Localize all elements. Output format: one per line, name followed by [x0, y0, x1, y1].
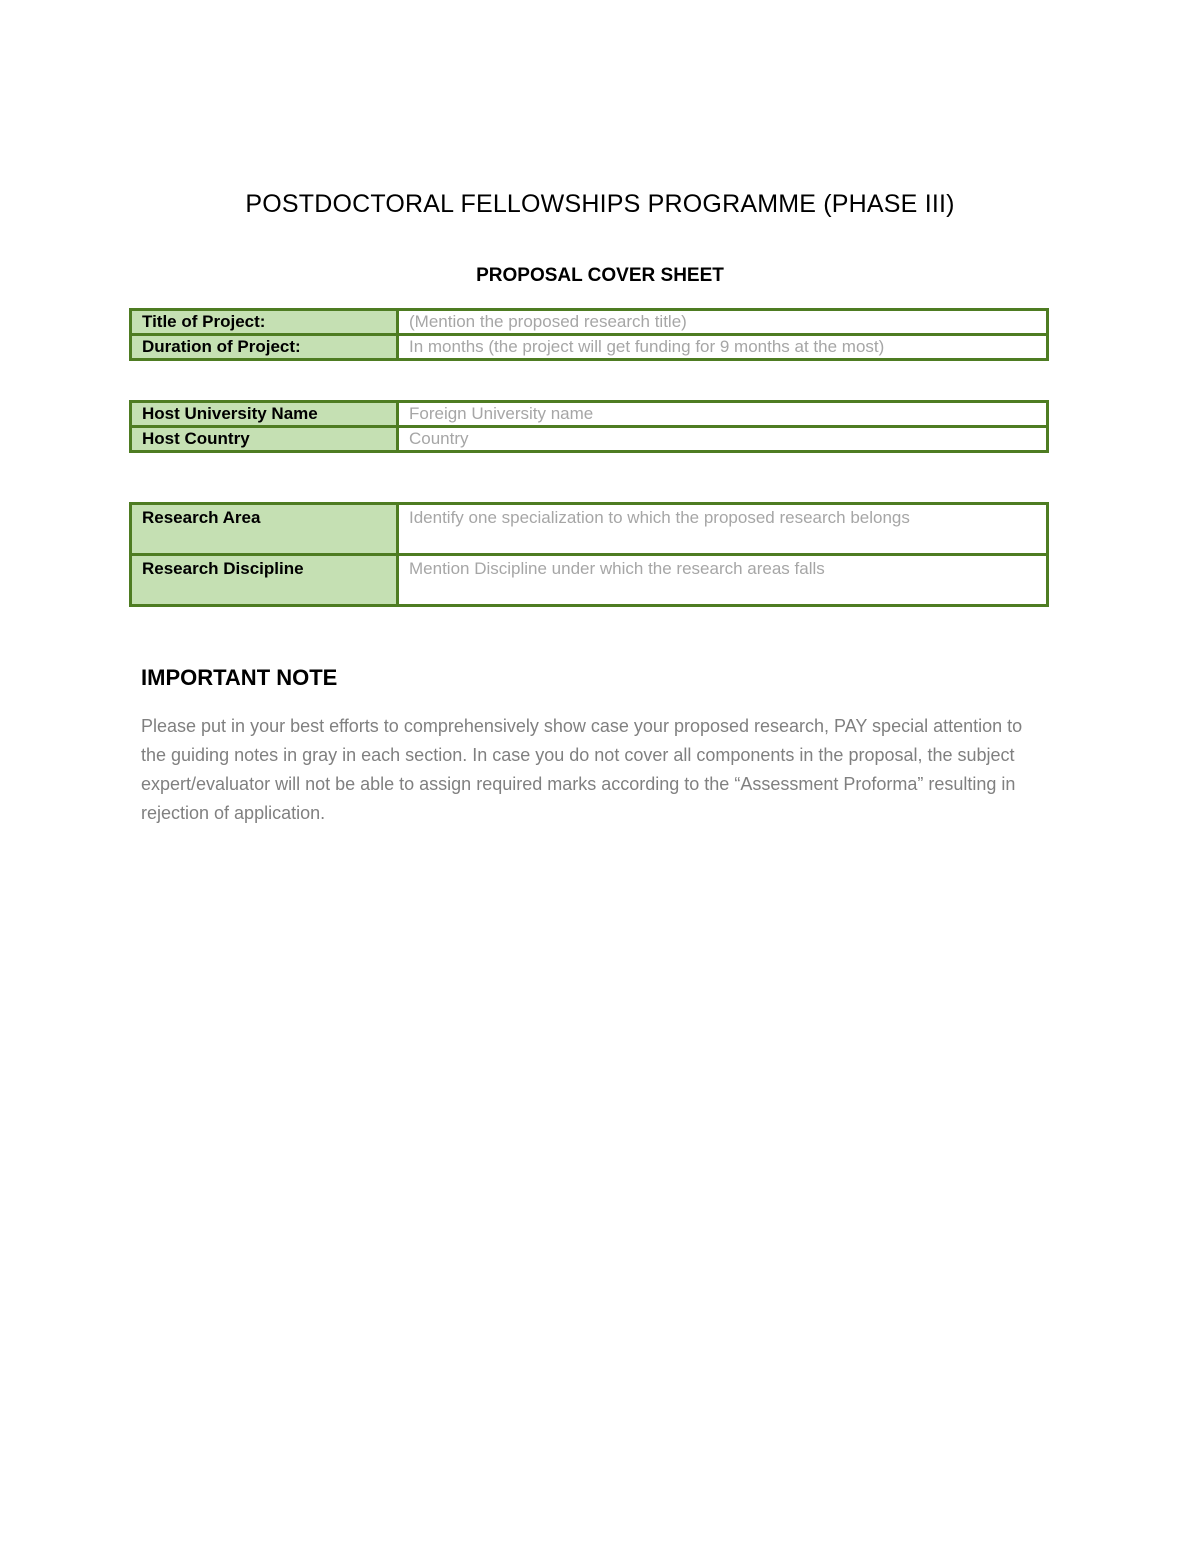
project-title-field[interactable]: (Mention the proposed research title) — [398, 310, 1048, 335]
table-row — [131, 335, 1048, 360]
project-duration-field[interactable]: In months (the project will get funding for 9 months at the most) — [398, 335, 1048, 360]
table-row — [131, 310, 1048, 335]
research-discipline-label: Research Discipline — [131, 555, 398, 606]
host-university-label: Host University Name — [131, 402, 398, 427]
project-info-table — [129, 308, 1049, 361]
table-row — [131, 555, 1048, 606]
table-row — [131, 402, 1048, 427]
host-university-field[interactable]: Foreign University name — [398, 402, 1048, 427]
research-area-label: Research Area — [131, 504, 398, 555]
document-subtitle: PROPOSAL COVER SHEET — [476, 265, 724, 286]
project-title-label: Title of Project: — [131, 310, 398, 335]
table-row — [131, 427, 1048, 452]
project-duration-label: Duration of Project: — [131, 335, 398, 360]
important-note-body: Please put in your best efforts to comprehensively show case your proposed research, PAY special attention to the guiding notes in gray in each section. In case you do not cover all components in the proposal, the subject expert/evaluator will not be able to assign required marks according to the “Assessment Proforma” resulting in rejection of application. — [141, 716, 1023, 823]
research-discipline-field[interactable]: Mention Discipline under which the research areas falls — [398, 555, 1048, 606]
host-country-label: Host Country — [131, 427, 398, 452]
important-note-heading: IMPORTANT NOTE — [141, 665, 338, 690]
host-info-table — [129, 400, 1049, 453]
document-title: POSTDOCTORAL FELLOWSHIPS PROGRAMME (PHASE III) — [245, 190, 955, 218]
table-row — [131, 504, 1048, 555]
research-area-field[interactable]: Identify one specialization to which the proposed research belongs — [398, 504, 1048, 555]
host-country-field[interactable]: Country — [398, 427, 1048, 452]
research-info-table — [129, 502, 1049, 607]
